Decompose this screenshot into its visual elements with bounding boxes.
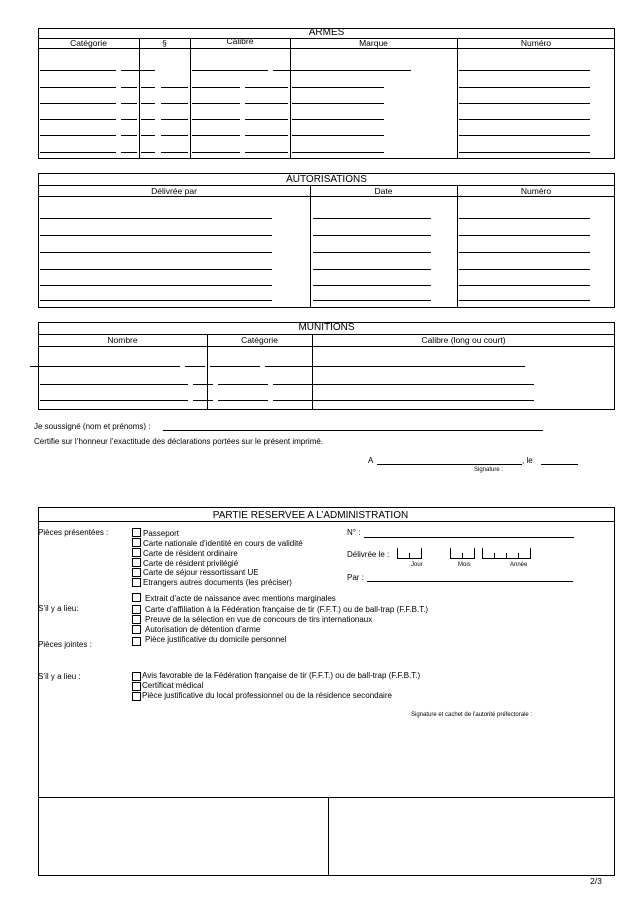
munitions-col-categorie: Catégorie [241, 335, 278, 345]
le-line[interactable] [541, 464, 578, 465]
jour-label: Jour [411, 562, 423, 568]
checkbox-label: Passeport [143, 529, 180, 538]
par-line[interactable] [367, 581, 573, 582]
autorisations-col-delivree: Délivrée par [151, 186, 197, 196]
checkbox-passeport[interactable] [132, 528, 141, 537]
checkbox-label: Pièce justificative du local professionnel ou de la résidence secondaire [142, 691, 392, 700]
s-il-y-a-lieu-2: S’il y a lieu : [38, 672, 81, 681]
checkbox-label: Extrait d’acte de naissance avec mentions marginales [145, 594, 336, 603]
pieces-jointes-label: Pièces jointes : [38, 640, 92, 649]
checkbox-local-professionnel[interactable] [132, 692, 141, 701]
armes-col-categorie: Catégorie [70, 38, 107, 48]
signature-zone-left[interactable] [39, 798, 327, 875]
checkbox-label: Carte nationale d’identité en cours de validité [143, 539, 303, 548]
annee-label: Année [510, 562, 528, 568]
signature-label: Signature : [474, 467, 504, 473]
autorisations-col-numero: Numéro [520, 186, 552, 196]
checkbox-label: Autorisation de détention d’arme [145, 625, 261, 634]
signature-cachet-label: Signature et cachet de l’autorité préfectorale : [411, 712, 533, 718]
armes-col-numero: Numéro [520, 38, 552, 48]
checkbox-cni[interactable] [132, 538, 141, 547]
delivree-le-label: Délivrée le : [347, 550, 390, 559]
checkbox-label: Preuve de la sélection en vue de concours de tirs internationaux [145, 615, 373, 624]
pieces-presentees-label: Pièces présentées : [38, 528, 109, 537]
s-il-y-a-lieu-1: S’il y a lieu: [38, 604, 79, 613]
checkbox-label: Carte de séjour ressortissant UE [143, 568, 259, 577]
checkbox-label: Avis favorable de la Fédération française de tir (F.F.T.) ou de ball-trap (F.F.B.T.) [142, 671, 421, 680]
munitions-col-calibre: Calibre (long ou court) [421, 335, 506, 345]
certifie-text: Certifie sur l’honneur l’exactitude des déclarations portées sur le présent imprimé. [34, 437, 324, 446]
mois-label: Mois [458, 562, 471, 568]
armes-col-marque: Marque [359, 38, 388, 48]
signature-zone-right[interactable] [329, 798, 614, 875]
checkbox-autorisation-detention[interactable] [132, 625, 141, 634]
checkbox-affiliation[interactable] [132, 605, 141, 614]
checkbox-extrait-naissance[interactable] [132, 593, 141, 602]
munitions-col-nombre: Nombre [107, 335, 138, 345]
checkbox-label: Pièce justificative du domicile personnel [145, 635, 287, 644]
checkbox-label: Carte de résident privilégié [143, 559, 239, 568]
checkbox-label: Certificat médical [142, 681, 204, 690]
checkbox-resident-ordinaire[interactable] [132, 548, 141, 557]
le-label: , le [522, 456, 533, 465]
checkbox-label: Carte de résident ordinaire [143, 549, 238, 558]
checkbox-avis-favorable[interactable] [132, 672, 141, 681]
checkbox-domicile[interactable] [132, 637, 141, 646]
autorisations-col-date: Date [374, 186, 393, 196]
a-label: A [368, 456, 374, 465]
a-line[interactable] [377, 464, 522, 465]
checkbox-resident-privilegie[interactable] [132, 558, 141, 567]
checkbox-label: Carte d’affiliation à la Fédération française de tir (F.F.T.) ou de ball-trap (F.F.B.T.) [145, 605, 429, 614]
autorisations-title: AUTORISATIONS [286, 174, 367, 185]
soussigne-label: Je soussigné (nom et prénoms) : [34, 422, 151, 431]
armes-col-calibre: Calibre [226, 36, 254, 46]
page-number: 2/3 [590, 876, 602, 886]
numero-label: N° : [347, 528, 361, 537]
par-label: Par : [347, 573, 364, 582]
checkbox-etrangers[interactable] [132, 578, 141, 587]
soussigne-line[interactable] [163, 430, 543, 431]
munitions-title: MUNITIONS [298, 322, 355, 333]
checkbox-preuve-selection[interactable] [132, 615, 141, 624]
checkbox-label: Etrangers autres documents (les préciser) [143, 578, 292, 587]
checkbox-certificat-medical[interactable] [132, 682, 141, 691]
armes-col-paragraphe: § [162, 38, 167, 48]
numero-line[interactable] [364, 537, 574, 538]
admin-title: PARTIE RESERVEE A L’ADMINISTRATION [212, 510, 409, 521]
checkbox-sejour-ue[interactable] [132, 568, 141, 577]
armes-title: ARMES [308, 27, 345, 38]
